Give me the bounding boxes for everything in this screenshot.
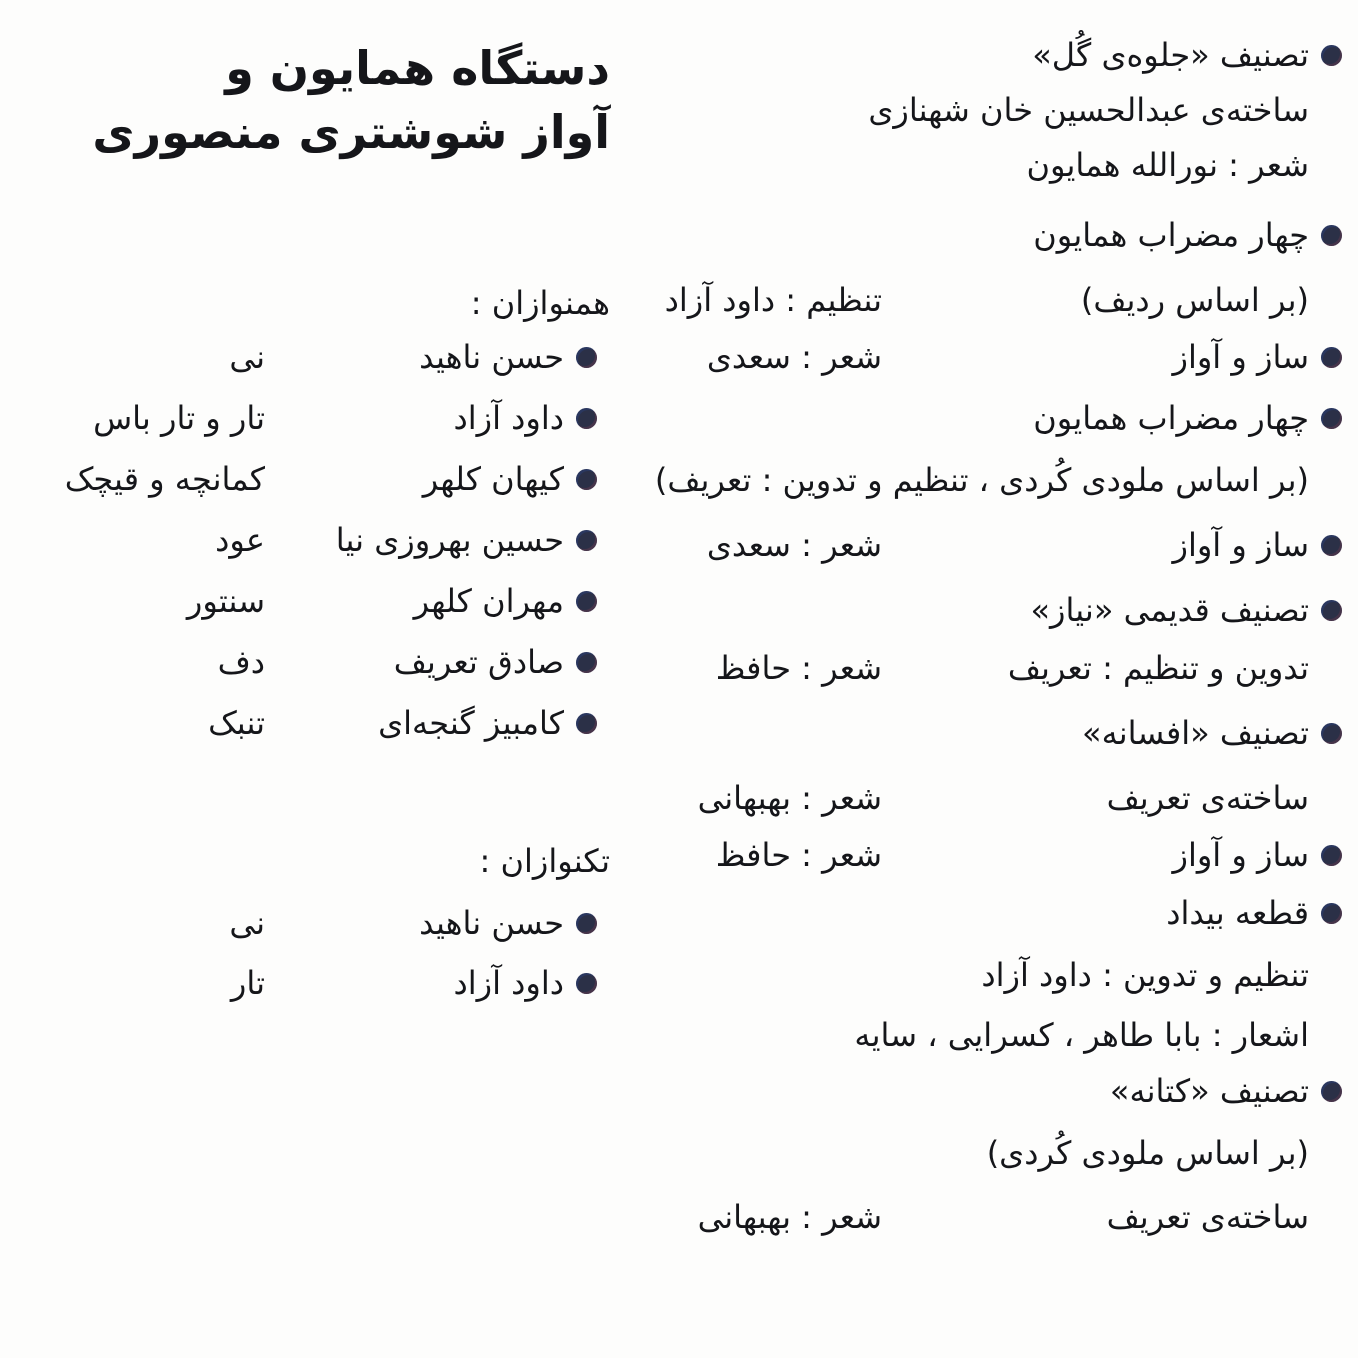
track-text: تصنیف «کتانه» xyxy=(1109,1072,1309,1110)
bullet-icon xyxy=(576,591,597,612)
track-line xyxy=(582,204,1342,266)
track-line xyxy=(582,79,1342,141)
album-title-line1: دستگاه همایون و xyxy=(225,41,610,95)
musician-row xyxy=(97,570,597,632)
track-line xyxy=(582,134,1342,196)
bullet-icon xyxy=(1321,600,1342,621)
track-text: ساز و آواز xyxy=(1172,338,1309,376)
musician-name: داود آزاد xyxy=(453,964,564,1002)
track-line xyxy=(582,387,1342,449)
track-text: شعر : نورالله همایون xyxy=(1026,146,1309,184)
bullet-icon xyxy=(1321,903,1342,924)
track-credit: شعر : بهبهانی xyxy=(697,1198,882,1236)
track-text: اشعار : بابا طاهر ، کسرایی ، سایه xyxy=(854,1016,1309,1054)
track-credit: تنظیم : داود آزاد xyxy=(664,281,882,319)
bullet-icon xyxy=(576,469,597,490)
musician-instrument: تنبک xyxy=(208,704,265,742)
track-text: ساز و آواز xyxy=(1172,836,1309,874)
musician-name: حسن ناهید xyxy=(419,338,564,376)
track-credit: شعر : سعدی xyxy=(706,526,882,564)
musician-name: حسن ناهید xyxy=(419,904,564,942)
track-text: ساز و آواز xyxy=(1172,526,1309,564)
track-line xyxy=(582,637,1342,699)
musician-name: صادق تعریف xyxy=(393,643,564,681)
bullet-icon xyxy=(1321,45,1342,66)
track-line xyxy=(582,1060,1342,1122)
musician-row xyxy=(64,448,597,510)
track-text: ساخته‌ی تعریف xyxy=(1106,1198,1309,1236)
track-line xyxy=(582,882,1342,944)
track-credit: شعر : حافظ xyxy=(715,649,882,687)
musician-name: مهران کلهر xyxy=(413,582,564,620)
soloists-heading: تکنوازان : xyxy=(479,842,610,880)
bullet-icon xyxy=(1321,347,1342,368)
bullet-icon xyxy=(576,347,597,368)
musician-row xyxy=(97,509,597,571)
track-line xyxy=(582,702,1342,764)
musician-name: کیهان کلهر xyxy=(422,460,564,498)
track-text: (بر اساس ردیف) xyxy=(1080,281,1309,319)
bullet-icon xyxy=(1321,723,1342,744)
track-credit: شعر : بهبهانی xyxy=(697,779,882,817)
track-text: قطعه بیداد xyxy=(1166,894,1309,932)
musician-row xyxy=(93,387,597,449)
track-line xyxy=(582,1186,1342,1248)
musician-row xyxy=(97,326,597,388)
musician-name: حسین بهروزی نیا xyxy=(335,521,564,559)
track-text: تصنیف «افسانه» xyxy=(1082,714,1309,752)
track-line xyxy=(582,514,1342,576)
track-line xyxy=(582,24,1342,86)
track-text: ساخته‌ی عبدالحسین خان شهنازی xyxy=(868,91,1309,129)
track-text: چهار مضراب همایون xyxy=(1033,216,1309,254)
track-line xyxy=(582,767,1342,829)
musician-row xyxy=(97,631,597,693)
bullet-icon xyxy=(576,652,597,673)
album-title-line2: آواز شوشتری منصوری xyxy=(92,105,610,159)
ensemble-heading: همنوازان : xyxy=(470,284,610,322)
track-credit: شعر : حافظ xyxy=(715,836,882,874)
musician-name: داود آزاد xyxy=(453,399,564,437)
track-line xyxy=(582,824,1342,886)
musician-instrument: نی xyxy=(229,904,265,942)
musician-instrument: سنتور xyxy=(186,582,265,620)
track-text: تصنیف «جلوه‌ی گُل» xyxy=(1032,36,1309,74)
bullet-icon xyxy=(576,530,597,551)
musician-instrument: دف xyxy=(217,643,265,681)
track-text: تدوین و تنظیم : تعریف xyxy=(1007,649,1309,687)
track-line xyxy=(582,1122,1342,1184)
track-line xyxy=(582,944,1342,1006)
track-credit: شعر : سعدی xyxy=(706,338,882,376)
bullet-icon xyxy=(1321,845,1342,866)
track-text: تصنیف قدیمی «نیاز» xyxy=(1030,591,1309,629)
musician-row xyxy=(97,692,597,754)
track-line xyxy=(582,449,1342,511)
track-line xyxy=(582,1004,1342,1066)
track-line xyxy=(582,326,1342,388)
musician-row xyxy=(97,952,597,1014)
bullet-icon xyxy=(576,913,597,934)
bullet-icon xyxy=(576,973,597,994)
musician-name: کامبیز گنجه‌ای xyxy=(378,704,564,742)
bullet-icon xyxy=(1321,535,1342,556)
musician-instrument: تار xyxy=(230,964,265,1002)
musician-instrument: عود xyxy=(215,521,265,559)
musician-instrument: کمانچه و قیچک xyxy=(64,460,265,498)
bullet-icon xyxy=(1321,1081,1342,1102)
bullet-icon xyxy=(576,408,597,429)
track-text: ساخته‌ی تعریف xyxy=(1106,779,1309,817)
bullet-icon xyxy=(576,713,597,734)
musician-instrument: تار و تار باس xyxy=(93,399,265,437)
bullet-icon xyxy=(1321,225,1342,246)
track-text: (بر اساس ملودی کُردی) xyxy=(986,1134,1309,1172)
track-text: تنظیم و تدوین : داود آزاد xyxy=(981,956,1309,994)
track-line xyxy=(582,579,1342,641)
bullet-icon xyxy=(1321,408,1342,429)
musician-instrument: نی xyxy=(229,338,265,376)
track-text: (بر اساس ملودی کُردی ، تنظیم و تدوین : تعریف) xyxy=(654,461,1309,499)
track-text: چهار مضراب همایون xyxy=(1033,399,1309,437)
track-line xyxy=(582,269,1342,331)
album-title xyxy=(50,36,610,164)
musician-row xyxy=(97,892,597,954)
